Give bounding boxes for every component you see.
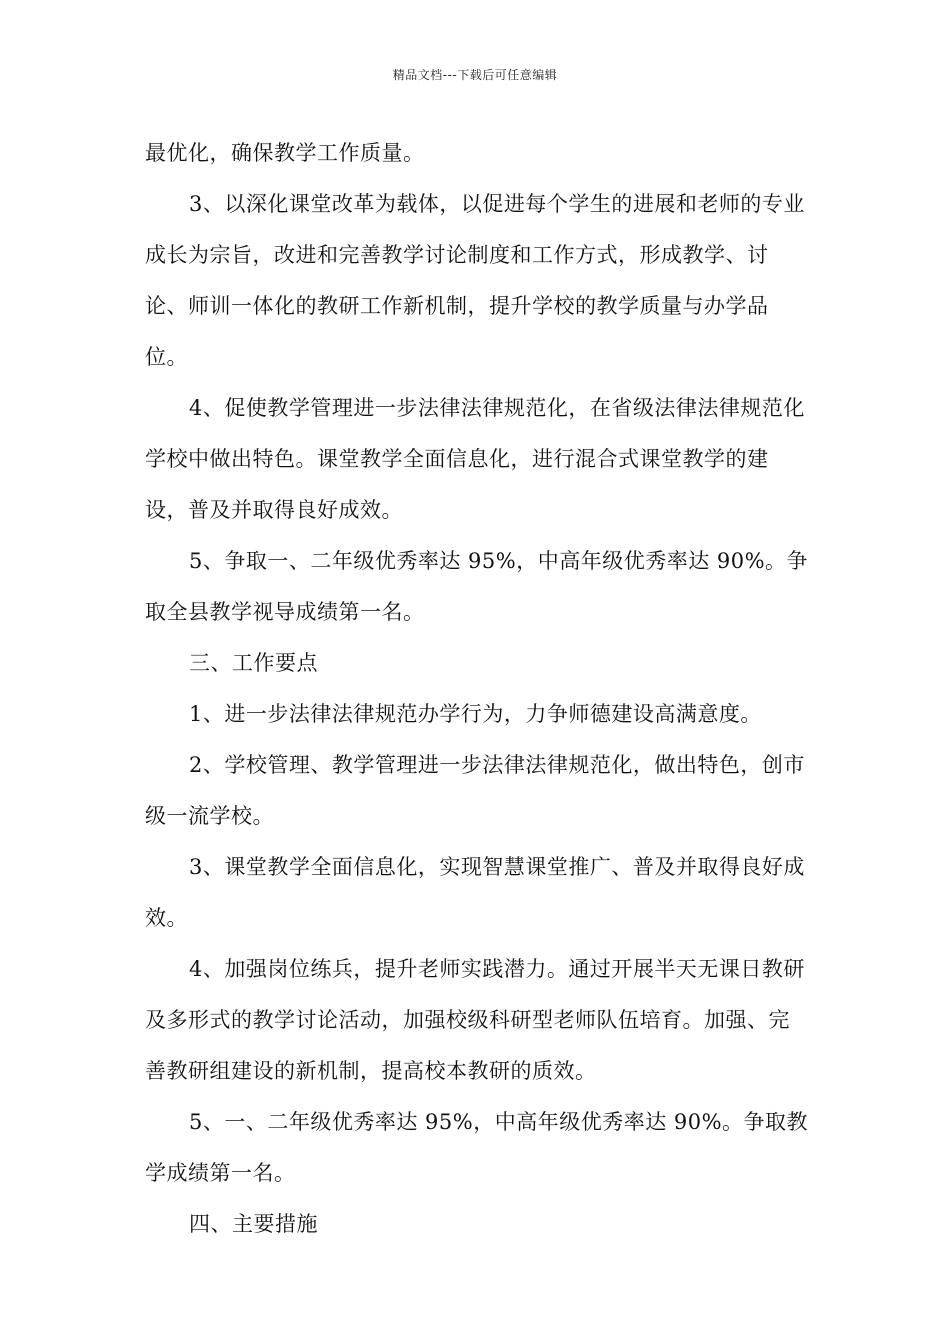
paragraph: 5、争取一、二年级优秀率达 95%，中高年级优秀率达 90%。争取全县教学视导成绩第一名。	[145, 549, 809, 624]
paragraph: 2、学校管理、教学管理进一步法律法律规范化，做出特色，创市级一流学校。	[145, 753, 805, 828]
paragraph: 1、进一步法律法律规范办学行为，力争师德建设高满意度。	[189, 702, 762, 726]
paragraph: 5、一、二年级优秀率达 95%，中高年级优秀率达 90%。争取教学成绩第一名。	[145, 1110, 809, 1185]
document-body	[145, 128, 810, 1250]
paragraph: 4、促使教学管理进一步法律法律规范化，在省级法律法律规范化学校中做出特色。课堂教学全面信息化，进行混合式课堂教学的建设，普及并取得良好成效。	[145, 396, 805, 522]
section-heading: 三、工作要点	[189, 651, 318, 675]
paragraph: 4、加强岗位练兵，提升老师实践潜力。通过开展半天无课日教研及多形式的教学讨论活动，加强校级科研型老师队伍培育。加强、完善教研组建设的新机制，提高校本教研的质效。	[145, 957, 805, 1083]
paragraph: 最优化，确保教学工作质量。	[145, 141, 425, 165]
paragraph: 3、以深化课堂改革为载体，以促进每个学生的进展和老师的专业成长为宗旨，改进和完善教学讨论制度和工作方式，形成教学、讨论、师训一体化的教研工作新机制，提升学校的教学质量与办学品位。	[145, 192, 805, 369]
section-heading: 四、主要措施	[189, 1212, 318, 1236]
page-header: 精品文档---下载后可任意编辑	[392, 68, 558, 82]
paragraph: 3、课堂教学全面信息化，实现智慧课堂推广、普及并取得良好成效。	[145, 855, 805, 930]
